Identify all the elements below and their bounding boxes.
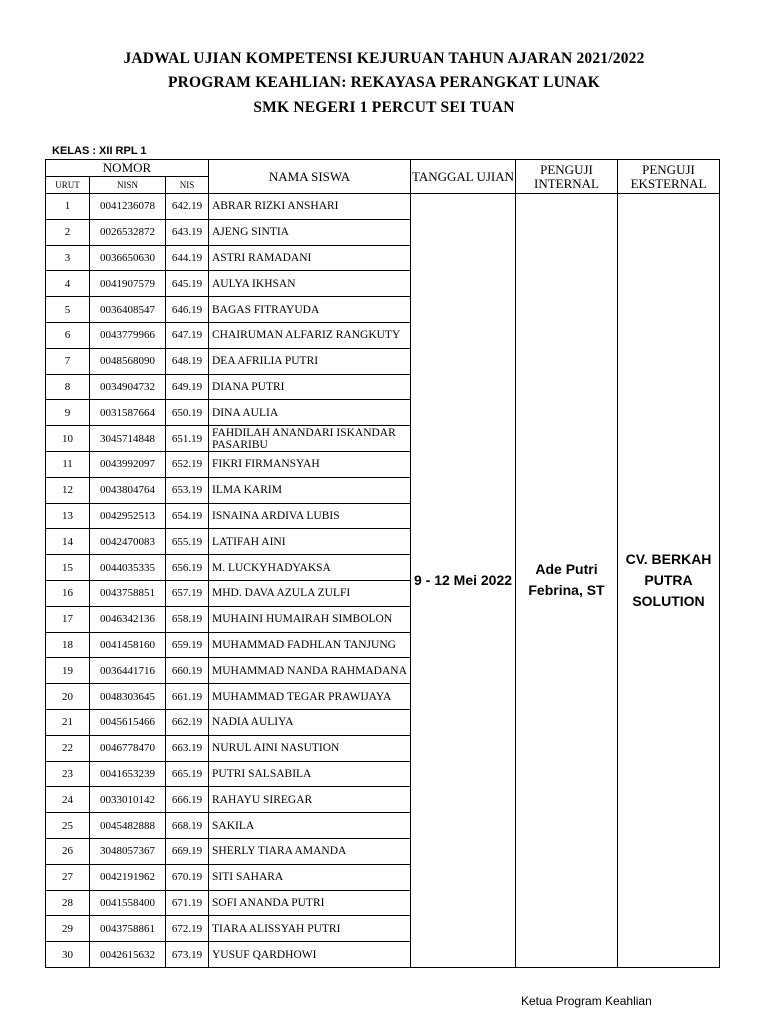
cell-nama-siswa: DINA AULIA xyxy=(209,400,411,426)
header-tanggal-ujian: TANGGAL UJIAN xyxy=(411,160,516,194)
cell-nama-siswa: AJENG SINTIA xyxy=(209,219,411,245)
cell-nisn: 0042952513 xyxy=(90,503,166,529)
cell-urut: 5 xyxy=(46,297,90,323)
cell-nis: 650.19 xyxy=(166,400,209,426)
cell-nis: 648.19 xyxy=(166,348,209,374)
header-nama-siswa: NAMA SISWA xyxy=(209,160,411,194)
cell-urut: 22 xyxy=(46,735,90,761)
cell-nis: 659.19 xyxy=(166,632,209,658)
cell-nisn: 0043804764 xyxy=(90,477,166,503)
cell-nisn: 0033010142 xyxy=(90,787,166,813)
cell-nama-siswa: CHAIRUMAN ALFARIZ RANGKUTY xyxy=(209,322,411,348)
cell-urut: 24 xyxy=(46,787,90,813)
header-nis: NIS xyxy=(166,177,209,194)
cell-urut: 26 xyxy=(46,838,90,864)
cell-nama-siswa: MUHAMMAD NANDA RAHMADANA xyxy=(209,658,411,684)
cell-nis: 660.19 xyxy=(166,658,209,684)
cell-urut: 21 xyxy=(46,709,90,735)
student-rows xyxy=(46,194,720,968)
cell-nis: 653.19 xyxy=(166,477,209,503)
cell-urut: 3 xyxy=(46,245,90,271)
cell-urut: 7 xyxy=(46,348,90,374)
cell-nis: 654.19 xyxy=(166,503,209,529)
cell-nama-siswa: YUSUF QARDHOWI xyxy=(209,942,411,968)
cell-urut: 16 xyxy=(46,580,90,606)
cell-nama-siswa: MUHAMMAD FADHLAN TANJUNG xyxy=(209,632,411,658)
cell-nama-siswa: DEA AFRILIA PUTRI xyxy=(209,348,411,374)
cell-nis: 645.19 xyxy=(166,271,209,297)
cell-nisn: 0045615466 xyxy=(90,709,166,735)
cell-nama-siswa: RAHAYU SIREGAR xyxy=(209,787,411,813)
cell-nisn: 0045482888 xyxy=(90,813,166,839)
cell-nama-siswa: SITI SAHARA xyxy=(209,864,411,890)
cell-nisn: 0043779966 xyxy=(90,322,166,348)
cell-urut: 30 xyxy=(46,942,90,968)
cell-nis: 652.19 xyxy=(166,451,209,477)
cell-nis: 644.19 xyxy=(166,245,209,271)
cell-urut: 28 xyxy=(46,890,90,916)
cell-nis: 646.19 xyxy=(166,297,209,323)
header-nisn: NISN xyxy=(90,177,166,194)
cell-nis: 642.19 xyxy=(166,194,209,220)
cell-nisn: 0036408547 xyxy=(90,297,166,323)
cell-urut: 25 xyxy=(46,813,90,839)
cell-nisn: 0046778470 xyxy=(90,735,166,761)
cell-urut: 19 xyxy=(46,658,90,684)
cell-nisn: 0034904732 xyxy=(90,374,166,400)
cell-nis: 665.19 xyxy=(166,761,209,787)
cell-urut: 9 xyxy=(46,400,90,426)
cell-nisn: 0048568090 xyxy=(90,348,166,374)
cell-nama-siswa: NURUL AINI NASUTION xyxy=(209,735,411,761)
cell-nama-siswa: SOFI ANANDA PUTRI xyxy=(209,890,411,916)
cell-nama-siswa: ASTRI RAMADANI xyxy=(209,245,411,271)
cell-nis: 657.19 xyxy=(166,580,209,606)
cell-nis: 673.19 xyxy=(166,942,209,968)
cell-nama-siswa: SAKILA xyxy=(209,813,411,839)
class-label: KELAS : XII RPL 1 xyxy=(52,145,147,157)
table-row xyxy=(46,194,720,220)
cell-urut: 14 xyxy=(46,529,90,555)
cell-nisn: 0041653239 xyxy=(90,761,166,787)
cell-urut: 29 xyxy=(46,916,90,942)
cell-nama-siswa: ISNAINA ARDIVA LUBIS xyxy=(209,503,411,529)
header-penguji-eksternal: PENGUJI EKSTERNAL xyxy=(618,160,720,194)
cell-nisn: 0036650630 xyxy=(90,245,166,271)
cell-nisn: 3048057367 xyxy=(90,838,166,864)
cell-nis: 670.19 xyxy=(166,864,209,890)
cell-nis: 647.19 xyxy=(166,322,209,348)
cell-nama-siswa: MHD. DAVA AZULA ZULFI xyxy=(209,580,411,606)
document-title-line-3: SMK NEGERI 1 PERCUT SEI TUAN xyxy=(253,99,515,116)
cell-nisn: 0043758851 xyxy=(90,580,166,606)
cell-urut: 10 xyxy=(46,426,90,452)
cell-urut: 6 xyxy=(46,322,90,348)
cell-nis: 662.19 xyxy=(166,709,209,735)
document-title-line-2: PROGRAM KEAHLIAN: REKAYASA PERANGKAT LUNAK xyxy=(167,74,601,91)
cell-urut: 17 xyxy=(46,606,90,632)
cell-penguji-eksternal: CV. BERKAH PUTRA SOLUTION xyxy=(618,194,720,968)
document-title-line-1: JADWAL UJIAN KOMPETENSI KEJURUAN TAHUN AJARAN 2021/2022 xyxy=(123,50,645,67)
cell-nama-siswa: BAGAS FITRAYUDA xyxy=(209,297,411,323)
cell-urut: 12 xyxy=(46,477,90,503)
cell-nisn: 0043758861 xyxy=(90,916,166,942)
cell-urut: 13 xyxy=(46,503,90,529)
cell-nisn: 0043992097 xyxy=(90,451,166,477)
cell-nis: 666.19 xyxy=(166,787,209,813)
header-penguji-internal: PENGUJI INTERNAL xyxy=(516,160,618,194)
cell-urut: 18 xyxy=(46,632,90,658)
cell-nama-siswa: M. LUCKYHADYAKSA xyxy=(209,555,411,581)
cell-nis: 649.19 xyxy=(166,374,209,400)
cell-nis: 669.19 xyxy=(166,838,209,864)
cell-urut: 11 xyxy=(46,451,90,477)
cell-urut: 4 xyxy=(46,271,90,297)
cell-nisn: 0046342136 xyxy=(90,606,166,632)
exam-schedule-table xyxy=(45,159,720,968)
cell-nis: 663.19 xyxy=(166,735,209,761)
cell-nama-siswa: ABRAR RIZKI ANSHARI xyxy=(209,194,411,220)
cell-nama-siswa: PUTRI SALSABILA xyxy=(209,761,411,787)
cell-urut: 8 xyxy=(46,374,90,400)
cell-nisn: 0041558400 xyxy=(90,890,166,916)
cell-nama-siswa: FAHDILAH ANANDARI ISKANDAR PASARIBU xyxy=(209,426,411,452)
cell-nama-siswa: FIKRI FIRMANSYAH xyxy=(209,451,411,477)
cell-penguji-internal: Ade Putri Febrina, ST xyxy=(516,194,618,968)
cell-nis: 671.19 xyxy=(166,890,209,916)
header-urut: URUT xyxy=(46,177,90,194)
cell-nisn: 0041458160 xyxy=(90,632,166,658)
cell-nisn: 0036441716 xyxy=(90,658,166,684)
cell-nis: 672.19 xyxy=(166,916,209,942)
cell-urut: 23 xyxy=(46,761,90,787)
cell-nama-siswa: NADIA AULIYA xyxy=(209,709,411,735)
cell-nis: 651.19 xyxy=(166,426,209,452)
cell-nis: 656.19 xyxy=(166,555,209,581)
cell-urut: 27 xyxy=(46,864,90,890)
cell-nama-siswa: LATIFAH AINI xyxy=(209,529,411,555)
cell-nisn: 0042191962 xyxy=(90,864,166,890)
cell-nama-siswa: MUHAMMAD TEGAR PRAWIJAYA xyxy=(209,684,411,710)
cell-urut: 2 xyxy=(46,219,90,245)
cell-nama-siswa: ILMA KARIM xyxy=(209,477,411,503)
cell-urut: 1 xyxy=(46,194,90,220)
cell-nama-siswa: MUHAINI HUMAIRAH SIMBOLON xyxy=(209,606,411,632)
cell-nisn: 3045714848 xyxy=(90,426,166,452)
header-nomor: NOMOR xyxy=(46,160,209,177)
cell-nis: 658.19 xyxy=(166,606,209,632)
cell-nama-siswa: AULYA IKHSAN xyxy=(209,271,411,297)
footer-signature-label: Ketua Program Keahlian xyxy=(521,994,652,1008)
cell-nisn: 0031587664 xyxy=(90,400,166,426)
cell-nisn: 0041236078 xyxy=(90,194,166,220)
cell-nis: 668.19 xyxy=(166,813,209,839)
cell-nis: 655.19 xyxy=(166,529,209,555)
cell-nis: 643.19 xyxy=(166,219,209,245)
cell-tanggal-ujian: 9 - 12 Mei 2022 xyxy=(411,194,516,968)
cell-nama-siswa: SHERLY TIARA AMANDA xyxy=(209,838,411,864)
cell-nisn: 0041907579 xyxy=(90,271,166,297)
cell-nisn: 0026532872 xyxy=(90,219,166,245)
cell-nisn: 0042615632 xyxy=(90,942,166,968)
cell-nama-siswa: TIARA ALISSYAH PUTRI xyxy=(209,916,411,942)
cell-nis: 661.19 xyxy=(166,684,209,710)
cell-nisn: 0044035335 xyxy=(90,555,166,581)
cell-urut: 20 xyxy=(46,684,90,710)
cell-nama-siswa: DIANA PUTRI xyxy=(209,374,411,400)
cell-nisn: 0042470083 xyxy=(90,529,166,555)
cell-urut: 15 xyxy=(46,555,90,581)
cell-nisn: 0048303645 xyxy=(90,684,166,710)
